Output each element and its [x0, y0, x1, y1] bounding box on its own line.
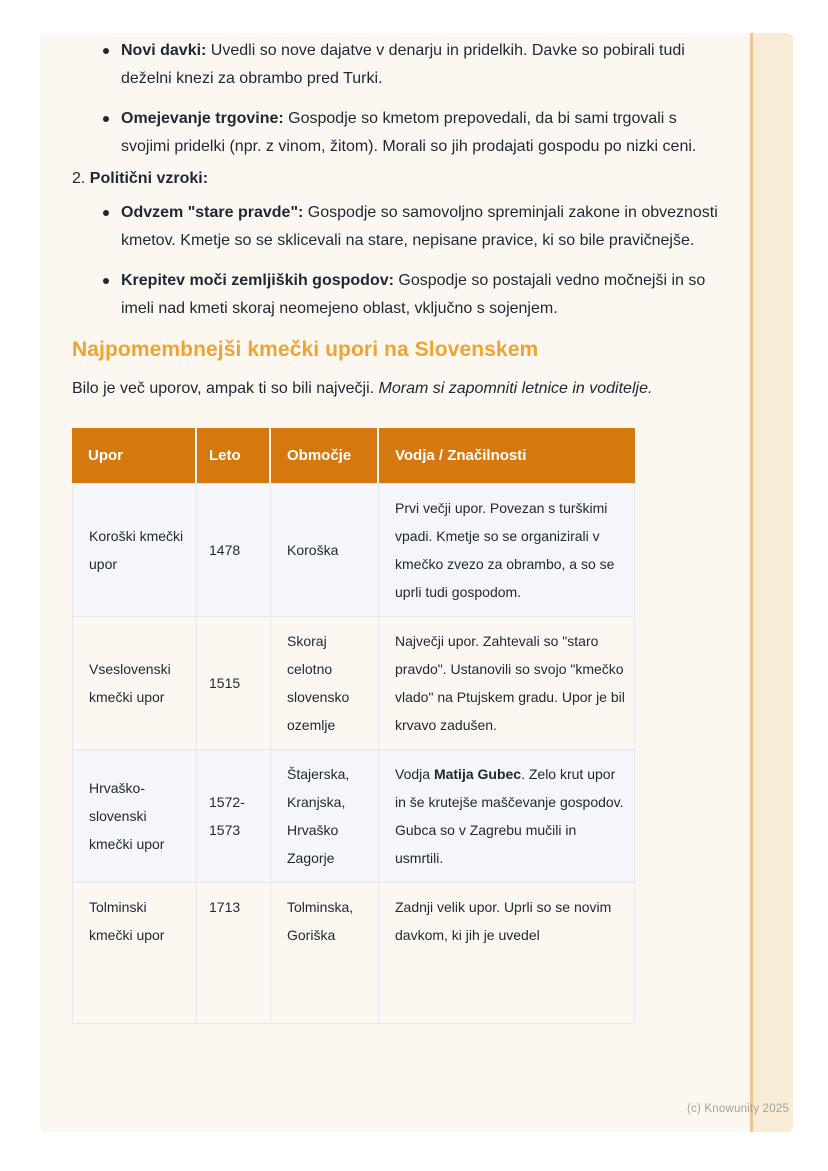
- uprisings-table: [72, 428, 635, 1024]
- cell-leto: 1515: [197, 617, 271, 750]
- cell-vodja-text: Zadnji velik upor. Uprli so se novim davkom, ki jih je uvedel: [395, 899, 612, 943]
- list-item-text: Gospodje so postajali vedno močnejši in so imeli nad kmeti skoraj neomejeno oblast, vključno s sojenjem.: [121, 272, 706, 317]
- list-item: [72, 267, 733, 323]
- bullet-list-political: [72, 199, 733, 323]
- numbered-item-number: 2.: [72, 170, 90, 187]
- cell-vodja-text: . Zelo krut upor in še krutejše maščevanje gospodov. Gubca so v Zagrebu mučili in usmrtili.: [395, 766, 624, 866]
- notes-page: [40, 33, 793, 1132]
- cell-upor: Hrvaško-slovenski kmečki upor: [72, 750, 197, 883]
- table-row: [72, 617, 635, 750]
- cell-vodja-bold: Matija Gubec: [433, 766, 522, 782]
- bullet-dot: [103, 210, 109, 216]
- cell-leto: 1572-1573: [197, 750, 271, 883]
- list-item-text: Gospodje so kmetom prepovedali, da bi sami trgovali s svojimi pridelki (npr. z vinom, žitom). Morali so jih prodajati gospodu po nizki ceni.: [121, 110, 697, 155]
- bullet-list-economic: [72, 37, 733, 161]
- list-item: [72, 37, 733, 93]
- cell-leto: 1478: [197, 483, 271, 617]
- cell-leto: 1713: [197, 883, 271, 1024]
- cell-vodja: [379, 483, 635, 617]
- section-heading: Najpomembnejši kmečki upori na Slovenskem: [72, 338, 539, 361]
- bullet-dot: [103, 116, 109, 122]
- cell-vodja: [379, 750, 635, 883]
- page-content: [72, 33, 733, 1024]
- table-header-row: [72, 428, 635, 483]
- list-item: [72, 199, 733, 255]
- page-edge-stripe: [750, 33, 793, 1132]
- column-header-leto: Leto: [197, 428, 271, 483]
- column-header-obmocje: Območje: [271, 428, 379, 483]
- cell-upor: Tolminski kmečki upor: [72, 883, 197, 1024]
- list-item: [72, 105, 733, 161]
- watermark-text: (c) Knowunity 2025: [687, 1103, 790, 1115]
- cell-upor: Vseslovenski kmečki upor: [72, 617, 197, 750]
- bullet-dot: [103, 278, 109, 284]
- intro-text-italic: Moram si zapomniti letnice in voditelje.: [378, 380, 653, 397]
- cell-vodja-text: Največji upor. Zahtevali so "staro pravdo". Ustanovili so svojo "kmečko vlado" na Ptujskem gradu. Upor je bil krvavo zadušen.: [395, 633, 625, 733]
- cell-upor: Koroški kmečki upor: [72, 483, 197, 617]
- list-item-lead: Krepitev moči zemljiških gospodov:: [121, 272, 394, 289]
- cell-obmocje: Tolminska, Goriška: [271, 883, 379, 1024]
- list-item-lead: Novi davki:: [121, 42, 207, 59]
- table-row: [72, 483, 635, 617]
- table-row: [72, 883, 635, 1024]
- intro-text-normal: Bilo je več uporov, ampak ti so bili največji.: [72, 380, 379, 397]
- cell-vodja: [379, 883, 635, 1024]
- column-header-vodja: Vodja / Značilnosti: [379, 428, 635, 483]
- intro-paragraph: [72, 375, 733, 403]
- column-header-upor: Upor: [72, 428, 197, 483]
- cell-vodja-text: Prvi večji upor. Povezan s turškimi vpadi. Kmetje so se organizirali v kmečko zvezo za obrambo, a so se uprli tudi gospodom.: [395, 500, 615, 600]
- cell-vodja-text: Vodja: [395, 766, 434, 782]
- numbered-item-title: Politični vzroki:: [89, 170, 209, 187]
- list-item-lead: Omejevanje trgovine:: [121, 110, 284, 127]
- cell-obmocje: Štajerska, Kranjska, Hrvaško Zagorje: [271, 750, 379, 883]
- cell-obmocje: Skoraj celotno slovensko ozemlje: [271, 617, 379, 750]
- numbered-item-political: [72, 165, 733, 193]
- bullet-dot: [103, 48, 109, 54]
- list-item-text: Uvedli so nove dajatve v denarju in pridelkih. Davke so pobirali tudi deželni knezi za obrambo pred Turki.: [121, 42, 685, 87]
- cell-obmocje: Koroška: [271, 483, 379, 617]
- table-row: [72, 750, 635, 883]
- list-item-text: Gospodje so samovoljno spreminjali zakone in obveznosti kmetov. Kmetje so se sklicevali na stare, nepisane pravice, ki so bile pravičnejše.: [121, 204, 718, 249]
- cell-vodja: [379, 617, 635, 750]
- list-item-lead: Odvzem "stare pravde":: [121, 204, 304, 221]
